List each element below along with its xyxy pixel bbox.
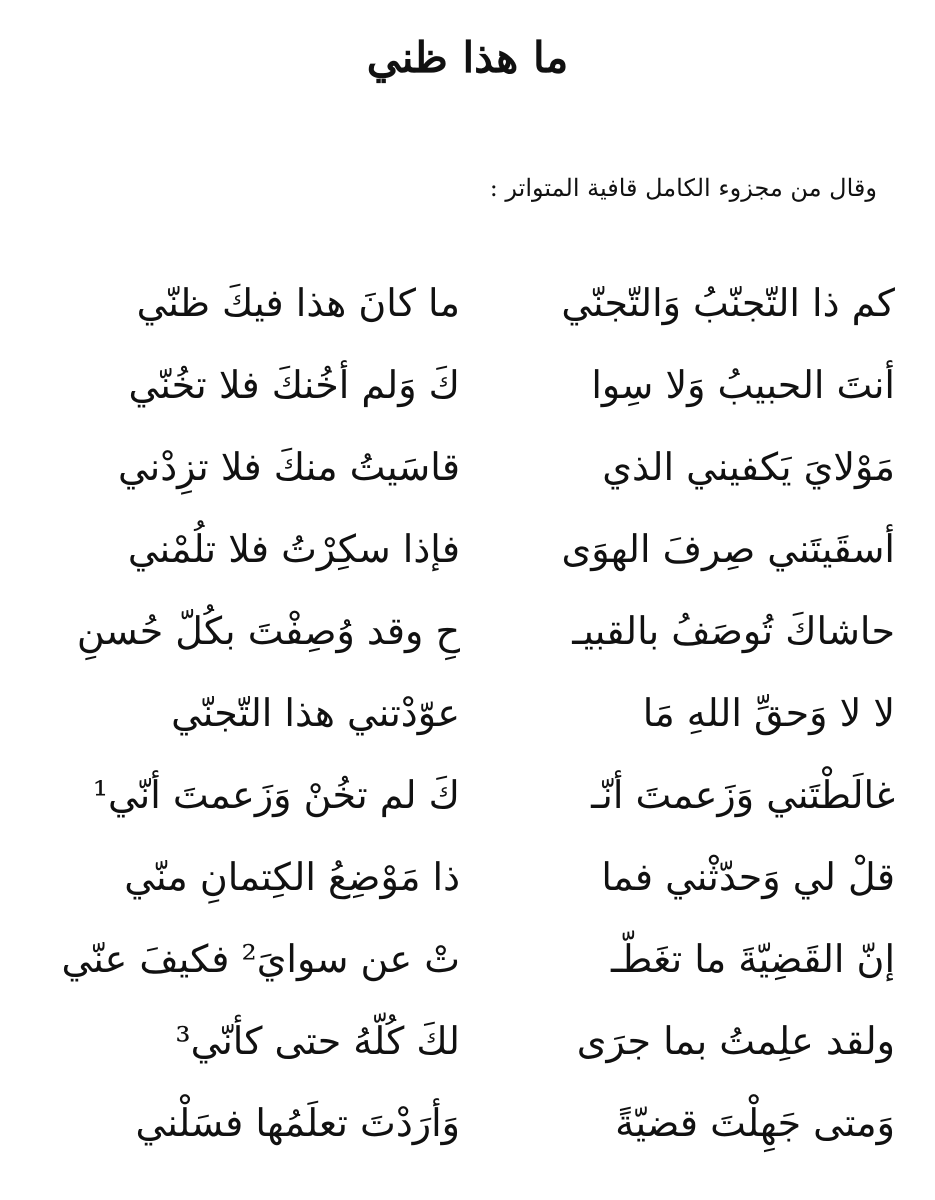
verse-first-hemistich: غالَطْتَني وَزَعمتَ أنّـ	[591, 773, 895, 817]
verse-line	[40, 918, 895, 1000]
poem-intro: وقال من مجزوء الكامل قافية المتواتر :	[489, 174, 877, 202]
poem-title: ما هذا ظني	[366, 33, 569, 82]
verse-first-hemistich: قلْ لي وَحدّثْني فما	[601, 855, 895, 899]
verse-second-hemistich: كَ لم تخُنْ وَزَعمتَ أنّي¹	[92, 773, 460, 817]
verse-second-hemistich: قاسَيتُ منكَ فلا تزِدْني	[118, 445, 460, 489]
verse-line	[40, 344, 895, 426]
verse-first-hemistich: ولقد علِمتُ بما جرَى	[576, 1019, 895, 1063]
verse-first-hemistich: حاشاكَ تُوصَفُ بالقبيـ	[572, 609, 895, 653]
verse-line	[40, 262, 895, 344]
verse-second-hemistich: تْ عن سوايَ² فكيفَ عنّي	[61, 937, 460, 981]
verse-line	[40, 426, 895, 508]
verse-line	[40, 672, 895, 754]
verse-first-hemistich: كم ذا التّجنّبُ وَالتّجنّي	[561, 281, 895, 325]
verse-line	[40, 836, 895, 918]
verse-second-hemistich: حِ وقد وُصِفْتَ بكُلّ حُسنِ	[76, 609, 460, 653]
verse-first-hemistich: وَمتى جَهِلْتَ قضيّةً	[615, 1101, 895, 1145]
verse-line	[40, 1000, 895, 1082]
verse-second-hemistich: ذا مَوْضِعُ الكِتمانِ منّي	[124, 855, 460, 899]
verse-first-hemistich: إنّ القَضِيّةَ ما تغَطّـ	[611, 937, 895, 981]
verse-first-hemistich: مَوْلايَ يَكفيني الذي	[602, 445, 895, 489]
poem-body	[40, 262, 895, 1164]
verse-second-hemistich: وَأرَدْتَ تعلَمُها فسَلْني	[135, 1101, 460, 1145]
verse-line	[40, 754, 895, 836]
verse-second-hemistich: عوّدْتني هذا التّجنّي	[171, 691, 460, 735]
verse-second-hemistich: فإذا سكِرْتُ فلا تلُمْني	[127, 527, 460, 571]
verse-first-hemistich: لا لا وَحقِّ اللهِ مَا	[642, 691, 895, 735]
verse-second-hemistich: لكَ كُلّهُ حتى كأنّي³	[175, 1019, 460, 1063]
verse-second-hemistich: ما كانَ هذا فيكَ ظنّي	[136, 281, 460, 325]
verse-first-hemistich: أسقَيتَني صِرفَ الهوَى	[561, 527, 895, 571]
verse-line	[40, 1082, 895, 1164]
verse-line	[40, 590, 895, 672]
verse-line	[40, 508, 895, 590]
verse-second-hemistich: كَ وَلم أخُنكَ فلا تخُنّي	[128, 363, 460, 407]
verse-first-hemistich: أنتَ الحبيبُ وَلا سِوا	[591, 363, 895, 407]
